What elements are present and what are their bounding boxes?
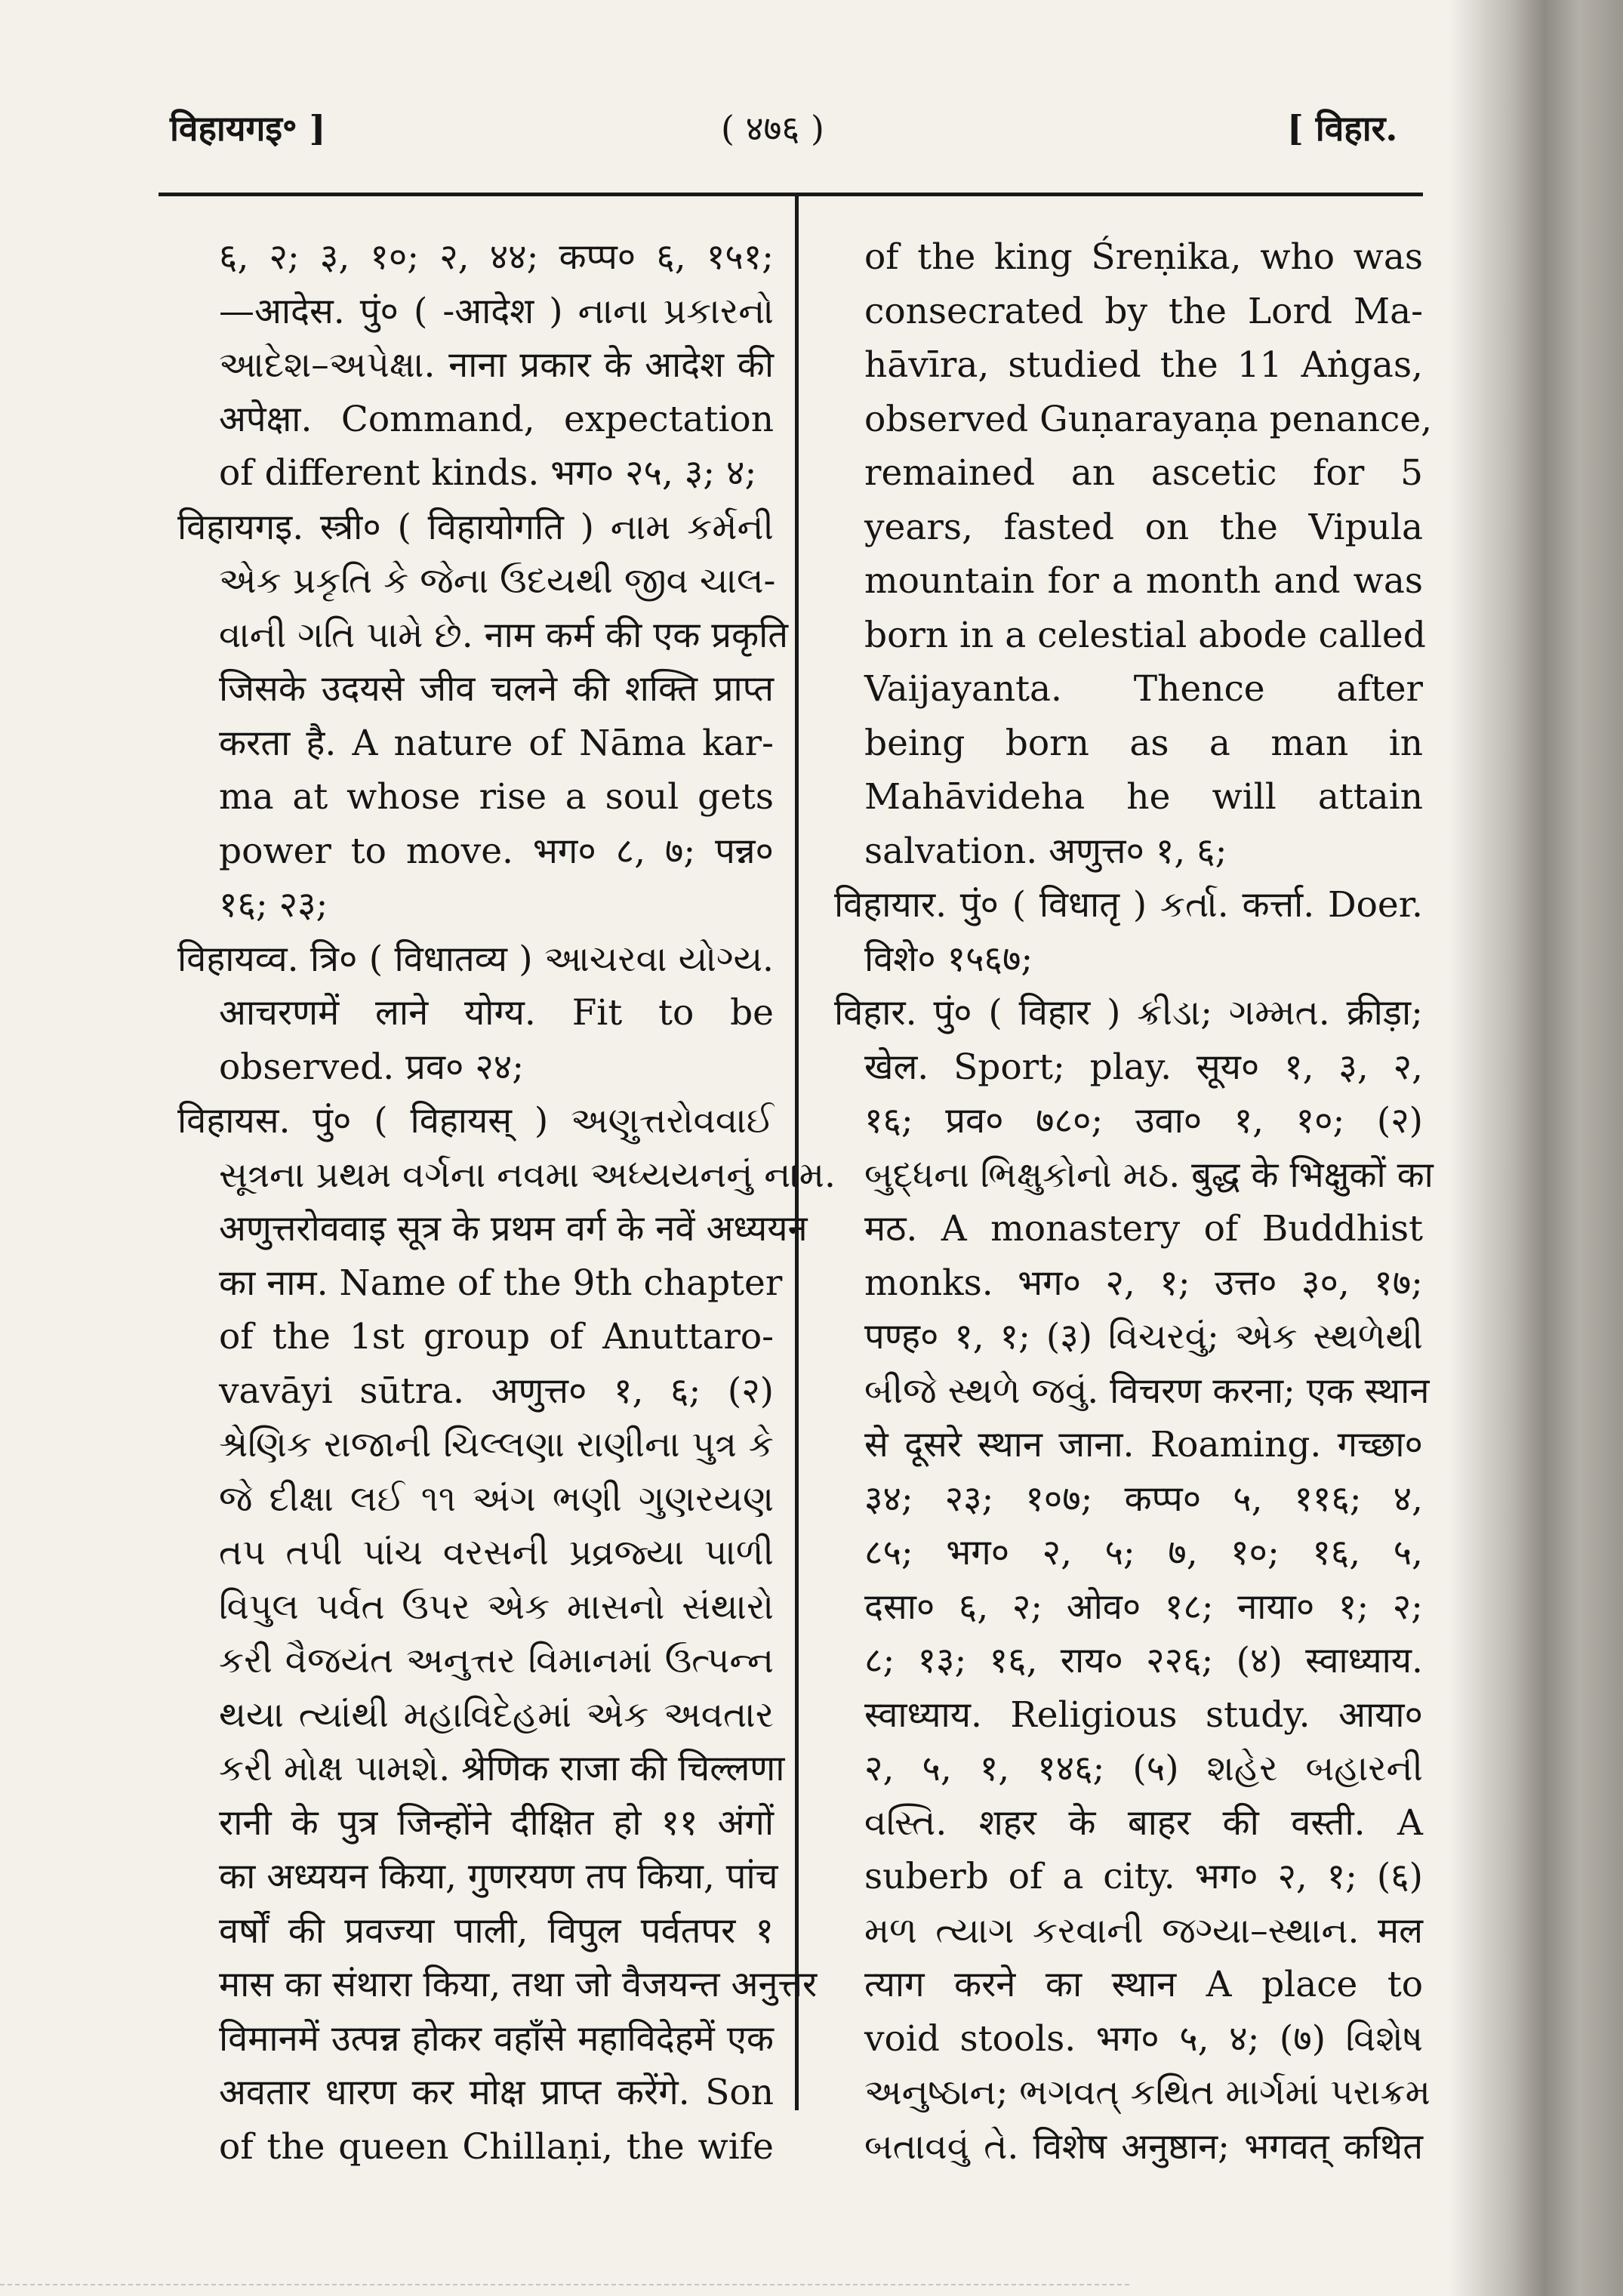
text-line: બીજે સ્થળે જવું. विचरण करना; एक स्थान	[864, 1370, 1430, 1412]
text-line: का अध्ययन किया, गुणरयण तप किया, पांच	[219, 1856, 778, 1897]
header-rule	[159, 193, 1423, 196]
bottom-scan-line	[0, 2284, 1132, 2285]
text-line: years, fasted on the Vipula	[864, 506, 1423, 548]
text-line: monks. भग० २, १; उत्त० ३०, १७;	[864, 1262, 1423, 1304]
text-line: consecrated by the Lord Ma-	[864, 290, 1423, 332]
text-line: वर्षों की प्रवज्या पाली, विपुल पर्वतपर १	[219, 1909, 774, 1952]
text-line: suberb of a city. भग० २, १; (६)	[864, 1856, 1423, 1897]
text-line: વાની ગતિ પામે છે. नाम कर्म की एक प्रकृति	[219, 614, 789, 656]
text-line: born in a celestial abode called	[864, 614, 1426, 656]
text-line: power to move. भग० ८, ७; पन्न०	[219, 830, 774, 872]
page-number: ( ४७६ )	[721, 108, 824, 149]
text-line: खेल. Sport; play. सूय० १, ३, २,	[864, 1046, 1423, 1088]
running-head-left: विहायगइ॰ ]	[170, 108, 326, 149]
text-line: विमानमें उत्पन्न होकर वहाँसे महाविदेहमें एक	[219, 2017, 774, 2060]
headword-line: विहायस. पुं० ( विहायस् ) અણુત્તરોવવાઈ	[177, 1100, 774, 1142]
text-line: બુદ્ધના ભિક્ષુકોનો મઠ. बुद्ध के भिक्षुकों का	[864, 1154, 1434, 1196]
text-line: अणुत्तरोववाइ सूत्र के प्रथम वर्ग के नवें अध्ययन	[219, 1208, 808, 1250]
text-line: hāvīra, studied the 11 Aṅgas,	[864, 344, 1423, 386]
text-line: શ્રેણિક રાજાની ચિલ્લણા રાણીના પુત્ર કે	[219, 1424, 774, 1465]
text-line: पण्ह० १, १; (३) વિચરવું; એક સ્થળેથી	[864, 1316, 1423, 1358]
text-line: અનુષ્ઠાન; ભગવત્ કથિત માર્ગમાં પરાક્રમ	[864, 2072, 1431, 2113]
running-head-right: [ विहार.	[1287, 108, 1398, 149]
text-line: Mahāvideha he will attain	[864, 776, 1423, 818]
text-line: salvation. अणुत्त० १, ६;	[864, 830, 1227, 872]
text-line: १६; प्रव० ७८०; उवा० १, १०; (२)	[864, 1100, 1423, 1142]
headword-line: विहायव्व. त्रि० ( विधातव्य ) આચરવા યોગ્ય.	[177, 938, 774, 980]
text-line: ma at whose rise a soul gets	[219, 776, 774, 818]
text-line: ३४; २३; १०७; कप्प० ५, ११६; ४,	[864, 1478, 1423, 1520]
text-line: ६, २; ३, १०; २, ४४; कप्प० ६, १५१;	[219, 236, 774, 278]
text-line: આદેશ–અપેક્ષા. नाना प्रकार के आदेश की	[219, 344, 774, 386]
text-line: of the king Śreṇika, who was	[864, 236, 1423, 278]
left-column	[177, 230, 836, 2174]
text-line: दसा० ६, २; ओव० १८; नाया० १; २;	[864, 1586, 1423, 1628]
text-line: vavāyi sūtra. अणुत्त० १, ६; (२)	[219, 1370, 774, 1412]
text-line: १६; २३;	[219, 884, 328, 926]
headword-line: विहार. पुं० ( विहार ) ક્રીડા; ગમ્મત. क्रीड़ा;	[834, 992, 1423, 1034]
text-line: आचरणमें लाने योग्य. Fit to be	[219, 992, 774, 1034]
text-line: observed. प्रव० २४;	[219, 1046, 525, 1088]
text-line: से दूसरे स्थान जाना. Roaming. गच्छा०	[864, 1424, 1423, 1465]
text-line: of different kinds. भग० २५, ३; ४;	[219, 452, 757, 494]
text-line: કરી વૈજયંત અનુત્તર વિમાનમાં ઉત્પન્ન	[219, 1640, 774, 1681]
text-line: मास का संथारा किया, तथा जो वैजयन्त अनुत्तर	[219, 1964, 818, 2005]
right-column	[834, 230, 1434, 2174]
text-line: remained an ascetic for 5	[864, 452, 1423, 494]
text-line: —आदेस. पुं० ( -आदेश ) નાના પ્રકારનો	[219, 290, 774, 332]
text-line: अवतार धारण कर मोक्ष प्राप्त करेंगे. Son	[219, 2072, 774, 2113]
text-line: of the queen Chillaṇi, the wife	[219, 2125, 774, 2168]
headword-line: विहायगइ. स्त्री० ( विहायोगति ) નામ કર્મની	[177, 506, 774, 548]
text-line: સૂત્રના પ્રથમ વર્ગના નવમા અધ્યયનનું નામ.	[219, 1154, 836, 1196]
text-line: થયા ત્યાંથી મહાવિદેહમાં એક અવતાર	[219, 1693, 774, 1736]
headword-line: विहायार. पुं० ( विधातृ ) કર્તા. कर्त्ता. Doer.	[834, 884, 1423, 926]
text-line: विशे० १५६७;	[864, 938, 1033, 980]
text-line: વિપુલ પર્વત ઉપર એક માસનો સંથારો	[219, 1586, 774, 1628]
text-line: करता है. A nature of Nāma kar-	[219, 722, 774, 764]
text-line: २, ५, १, १४६; (५) શહેર બહારની	[864, 1748, 1423, 1789]
page-edge-shadow	[1449, 0, 1623, 2296]
text-line: रानी के पुत्र जिन्होंने दीक्षित हो ११ अंगों	[219, 1801, 774, 1844]
text-line: Vaijayanta. Thence after	[864, 668, 1423, 710]
text-line: अपेक्षा. Command, expectation	[219, 398, 774, 440]
text-line: observed Guṇarayaṇa penance,	[864, 398, 1433, 440]
text-line: જે દીક્ષા લઈ ૧૧ અંગ ભણી ગુણરયણ	[219, 1478, 774, 1520]
text-line: તપ તપી પાંચ વરસની પ્રવ્રજ્યા પાળી	[219, 1532, 774, 1573]
text-line: void stools. भग० ५, ४; (७) વિશેષ	[864, 2017, 1423, 2060]
text-line: એક પ્રકૃતિ કે જેના ઉદયથી જીવ ચાલ-	[219, 560, 776, 602]
text-line: का नाम. Name of the 9th chapter	[219, 1262, 783, 1304]
text-line: जिसके उदयसे जीव चलने की शक्ति प्राप्त	[219, 668, 774, 710]
text-line: ८५; भग० २, ५; ७, १०; १६, ५,	[864, 1532, 1423, 1573]
text-line: વસ્તિ. शहर के बाहर की वस्ती. A	[864, 1801, 1423, 1844]
text-line: स्वाध्याय. Religious study. आया०	[864, 1693, 1423, 1736]
text-line: of the 1st group of Anuttaro-	[219, 1316, 774, 1358]
text-line: मठ. A monastery of Buddhist	[864, 1208, 1423, 1250]
text-line: त्याग करने का स्थान A place to	[864, 1964, 1423, 2005]
text-line: મળ ત્યાગ કરવાની જગ્યા–સ્થાન. मल	[864, 1909, 1423, 1952]
text-line: being born as a man in	[864, 722, 1423, 764]
text-line: mountain for a month and was	[864, 560, 1423, 602]
text-line: કરી મોક્ષ પામશે. श्रेणिक राजा की चिल्लणा	[219, 1748, 785, 1789]
text-line: બતાવવું તે. विशेष अनुष्ठान; भगवत् कथित	[864, 2125, 1423, 2168]
text-line: ८; १३; १६, राय० २२६; (४) स्वाध्याय.	[864, 1640, 1423, 1681]
